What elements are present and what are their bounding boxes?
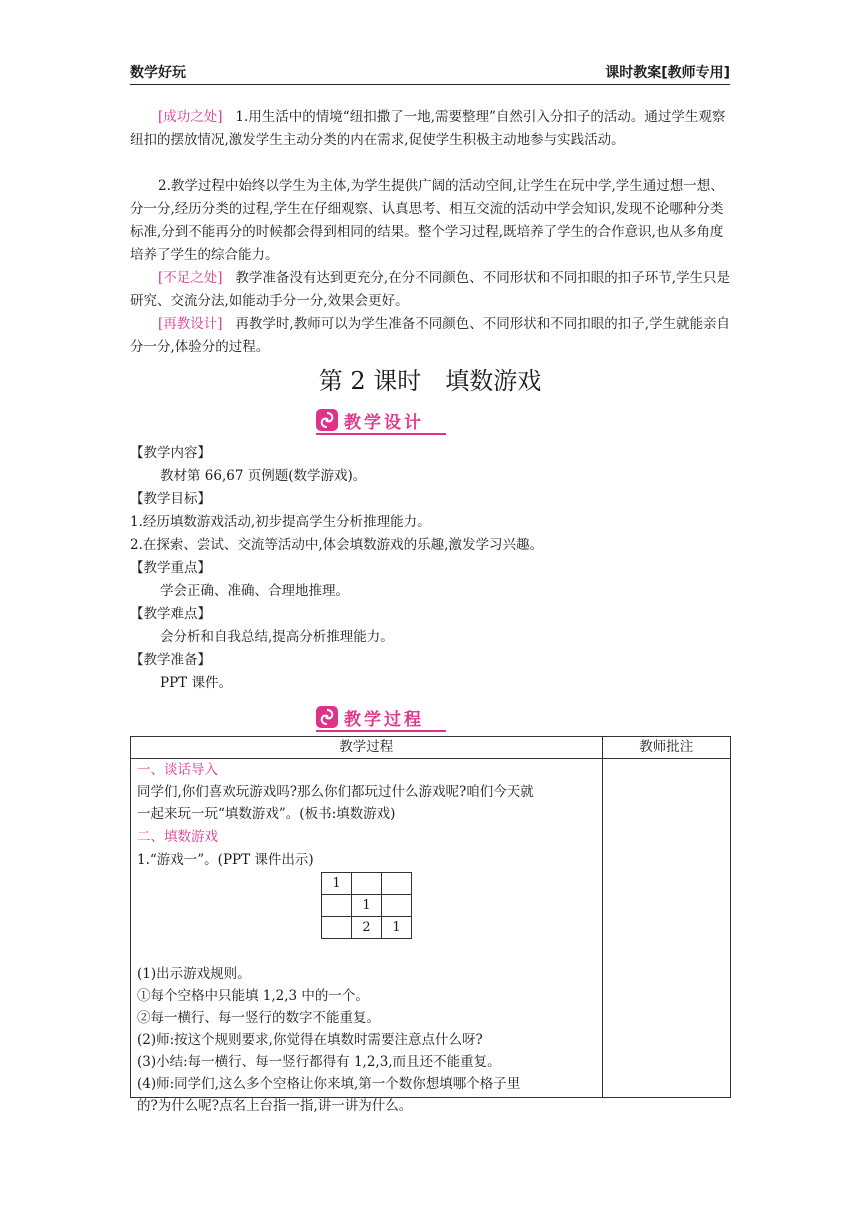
rule-6b: 的?为什么呢?点名上台指一指,讲一讲为什么。 xyxy=(137,1098,413,1114)
goal-2: 2.在探索、尝试、交流等活动中,体会填数游戏的乐趣,激发学习兴趣。 xyxy=(130,537,543,553)
shortage-tag: [不足之处] xyxy=(158,270,223,286)
key-heading: 【教学重点】 xyxy=(130,560,211,576)
success-tag: [成功之处] xyxy=(158,109,223,125)
page-header xyxy=(130,62,730,85)
rule-6a: (4)师:同学们,这么多个空格让你来填,第一个数你想填哪个格子里 xyxy=(137,1076,521,1092)
section-intro-heading: 一、谈话导入 xyxy=(137,762,218,778)
preparation-text: PPT 课件。 xyxy=(160,675,232,691)
redesign-paragraph xyxy=(130,313,734,359)
grid-cell xyxy=(382,873,412,895)
success-paragraph-1 xyxy=(130,106,734,152)
teaching-process-heading: 教学过程 xyxy=(344,710,424,730)
content-text: 教材第 66,67 页例题(数学游戏)。 xyxy=(160,468,367,484)
grid-cell: 1 xyxy=(352,895,382,917)
notes-cell xyxy=(602,759,730,1098)
grid-cell: 1 xyxy=(382,917,412,939)
shortage-text: 教学准备没有达到更充分,在分不同颜色、不同形状和不同扣眼的扣子环节,学生只是研究、交流分法,如能动手分一分,效果会更好。 xyxy=(130,270,731,309)
redesign-text: 再教学时,教师可以为学生准备不同颜色、不同形状和不同扣眼的扣子,学生就能亲自分一分,体验分的过程。 xyxy=(130,316,731,355)
col-header-notes: 教师批注 xyxy=(602,737,730,759)
goal-1: 1.经历填数游戏活动,初步提高学生分析推理能力。 xyxy=(130,514,431,530)
header-subject: 数学好玩 xyxy=(130,65,186,81)
difficulty-text: 会分析和自我总结,提高分析推理能力。 xyxy=(160,629,394,645)
teaching-process-table xyxy=(130,736,731,1114)
lesson-title: 第 2 课时 填数游戏 xyxy=(318,367,542,395)
process-cell xyxy=(131,759,603,1114)
section-game-heading: 二、填数游戏 xyxy=(137,829,218,845)
success-text-1: 1.用生活中的情境“纽扣撒了一地,需要整理”自然引入分扣子的活动。通过学生观察纽扣的摆放情况,激发学生主动分类的内在需求,促使学生积极主动地参与实践活动。 xyxy=(130,109,726,148)
swirl-logo-icon xyxy=(316,706,338,728)
key-text: 学会正确、准确、合理地推理。 xyxy=(160,583,349,599)
teaching-design-heading: 教学设计 xyxy=(344,413,424,433)
content-heading: 【教学内容】 xyxy=(130,445,211,461)
rule-1: (1)出示游戏规则。 xyxy=(137,966,251,982)
col-header-process: 教学过程 xyxy=(131,737,603,759)
banner-underline xyxy=(316,730,446,732)
game-1-title: 1.“游戏一”。(PPT 课件出示) xyxy=(137,852,314,868)
rule-3: ②每一横行、每一竖行的数字不能重复。 xyxy=(137,1010,380,1026)
rule-5: (3)小结:每一横行、每一竖行都得有 1,2,3,而且还不能重复。 xyxy=(137,1054,501,1070)
grid-cell: 1 xyxy=(322,873,352,895)
rule-4: (2)师:按这个规则要求,你觉得在填数时需要注意点什么呀? xyxy=(137,1032,483,1048)
teaching-design-banner xyxy=(316,409,446,433)
redesign-tag: [再教设计] xyxy=(158,316,223,332)
intro-text-2: 一起来玩一玩“填数游戏”。(板书:填数游戏) xyxy=(137,806,396,822)
grid-cell xyxy=(322,895,352,917)
header-doc-type: 课时教案[教师专用] xyxy=(605,65,730,81)
swirl-logo-icon xyxy=(316,409,338,431)
success-paragraph-2: 2.教学过程中始终以学生为主体,为学生提供广阔的活动空间,让学生在玩中学,学生通过想一想、分一分,经历分类的过程,学生在仔细观察、认真思考、相互交流的活动中学会知识,发现不论哪种分类标准,分到不能再分的时候都会得到相同的结果。整个学习过程,既培养了学生的合作意识,也从多角度培养了学生的综合能力。 xyxy=(130,178,724,263)
preparation-heading: 【教学准备】 xyxy=(130,652,211,668)
number-grid xyxy=(321,872,412,939)
grid-cell xyxy=(382,895,412,917)
intro-text-1: 同学们,你们喜欢玩游戏吗?那么你们都玩过什么游戏呢?咱们今天就 xyxy=(137,784,534,800)
rule-2: ①每个空格中只能填 1,2,3 中的一个。 xyxy=(137,988,369,1004)
grid-cell xyxy=(352,873,382,895)
grid-cell: 2 xyxy=(352,917,382,939)
teaching-process-banner xyxy=(316,706,446,730)
difficulty-heading: 【教学难点】 xyxy=(130,606,211,622)
grid-cell xyxy=(322,917,352,939)
banner-underline xyxy=(316,433,446,435)
goal-heading: 【教学目标】 xyxy=(130,491,211,507)
shortage-paragraph xyxy=(130,267,734,313)
